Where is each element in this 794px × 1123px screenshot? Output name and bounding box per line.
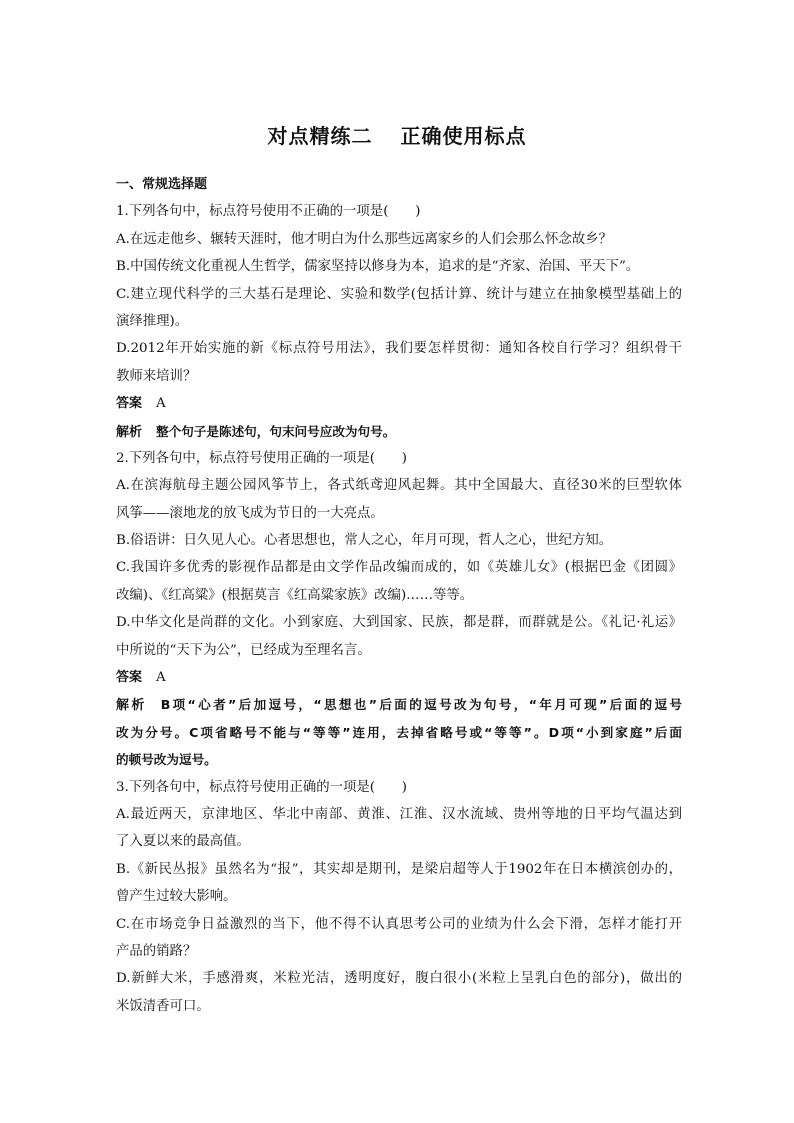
option-b: B.俗语讲：日久见人心。心者思想也，常人之心，年月可现，哲人之心，世纪方知。 xyxy=(116,533,613,549)
answer-row xyxy=(116,664,682,691)
option-d: D.中华文化是尚群的文化。小到家庭、大到国家、民族，都是群，而群就是公。《礼记·礼运》 xyxy=(116,615,682,631)
explanation-text: B项“心者”后加逗号，“思想也”后面的逗号改为句号，“年月可现”后面的逗号 xyxy=(160,697,682,713)
option-a: A.在远走他乡、辗转天涯时，他才明白为什么那些远离家乡的人们会那么怀念故乡？ xyxy=(116,231,612,247)
explanation-row xyxy=(116,418,682,445)
question-stem: 1.下列各句中，标点符号使用不正确的一项是( ) xyxy=(116,204,421,220)
option-b: B.《新民丛报》虽然名为“报”，其实却是期刊，是梁启超等人于1902年在日本横滨创办的， xyxy=(116,861,682,877)
option-a: A.在滨海航母主题公园风筝节上，各式纸鸢迎风起舞。其中全国最大、直径30米的巨型软体 xyxy=(116,478,682,494)
option-a-cont: 风筝——滚地龙的放飞成为节日的一大亮点。 xyxy=(116,505,384,521)
option-d-cont: 教师来培训？ xyxy=(116,368,197,384)
option-b-cont: 曾产生过较大影响。 xyxy=(116,889,237,905)
answer-value: A xyxy=(156,670,166,686)
answer-label: 答案 xyxy=(116,396,143,412)
option-c: C.在市场竞争日益激烈的当下，他不得不认真思考公司的业绩为什么会下滑，怎样才能打开 xyxy=(116,916,682,932)
option-d: D.新鲜大米，手感滑爽，米粒光洁，透明度好，腹白很小(米粒上呈乳白色的部分)，做出的 xyxy=(116,971,682,987)
page-title xyxy=(0,124,794,148)
option-c-cont: 改编)、《红高粱》(根据莫言《红高粱家族》改编)……等等。 xyxy=(116,587,474,603)
section-heading: 一、常规选择题 xyxy=(116,177,208,192)
question-1 xyxy=(116,198,682,445)
question-stem: 2.下列各句中，标点符号使用正确的一项是( ) xyxy=(116,450,408,466)
answer-value: A xyxy=(156,396,166,412)
option-d: D.2012年开始实施的新《标点符号用法》，我们要怎样贯彻：通知各校自行学习？组织骨干 xyxy=(116,341,682,357)
question-2 xyxy=(116,445,682,774)
option-b: B.中国传统文化重视人生哲学，儒家坚持以修身为本，追求的是“齐家、治国、平天下”。 xyxy=(116,259,640,275)
explanation-label: 解析 xyxy=(116,698,147,714)
document-body xyxy=(116,171,682,1020)
option-a-cont: 了入夏以来的最高值。 xyxy=(116,834,250,850)
answer-label: 答案 xyxy=(116,670,143,686)
explanation-row xyxy=(116,691,682,718)
explanation-cont: 的顿号改为逗号。 xyxy=(116,752,217,768)
answer-row xyxy=(116,390,682,417)
page-title-part2: 正确使用标点 xyxy=(400,124,527,148)
page-title-part1: 对点精练二 xyxy=(267,124,373,148)
option-c: C.我国许多优秀的影视作品都是由文学作品改编而成的，如《英雄儿女》(根据巴金《团圆》 xyxy=(116,560,682,576)
option-c: C.建立现代科学的三大基石是理论、实验和数学(包括计算、统计与建立在抽象模型基础上的 xyxy=(116,286,682,302)
option-a: A.最近两天，京津地区、华北中南部、黄淮、江淮、汉水流域、贵州等地的日平均气温达到 xyxy=(116,806,682,822)
option-c-cont: 演绎推理)。 xyxy=(116,313,189,329)
option-d-cont: 中所说的“天下为公”，已经成为至理名言。 xyxy=(116,642,371,658)
option-d-cont: 米饭清香可口。 xyxy=(116,998,210,1014)
option-c-cont: 产品的销路？ xyxy=(116,943,197,959)
question-3 xyxy=(116,774,682,1021)
explanation-label: 解析 xyxy=(116,424,143,440)
explanation-cont: 改为分号。C项省略号不能与“等等”连用，去掉省略号或“等等”。D项“小到家庭”后面 xyxy=(116,724,682,740)
question-stem: 3.下列各句中，标点符号使用正确的一项是( ) xyxy=(116,779,408,795)
explanation-text: 整个句子是陈述句，句末问号应改为句号。 xyxy=(156,423,396,439)
